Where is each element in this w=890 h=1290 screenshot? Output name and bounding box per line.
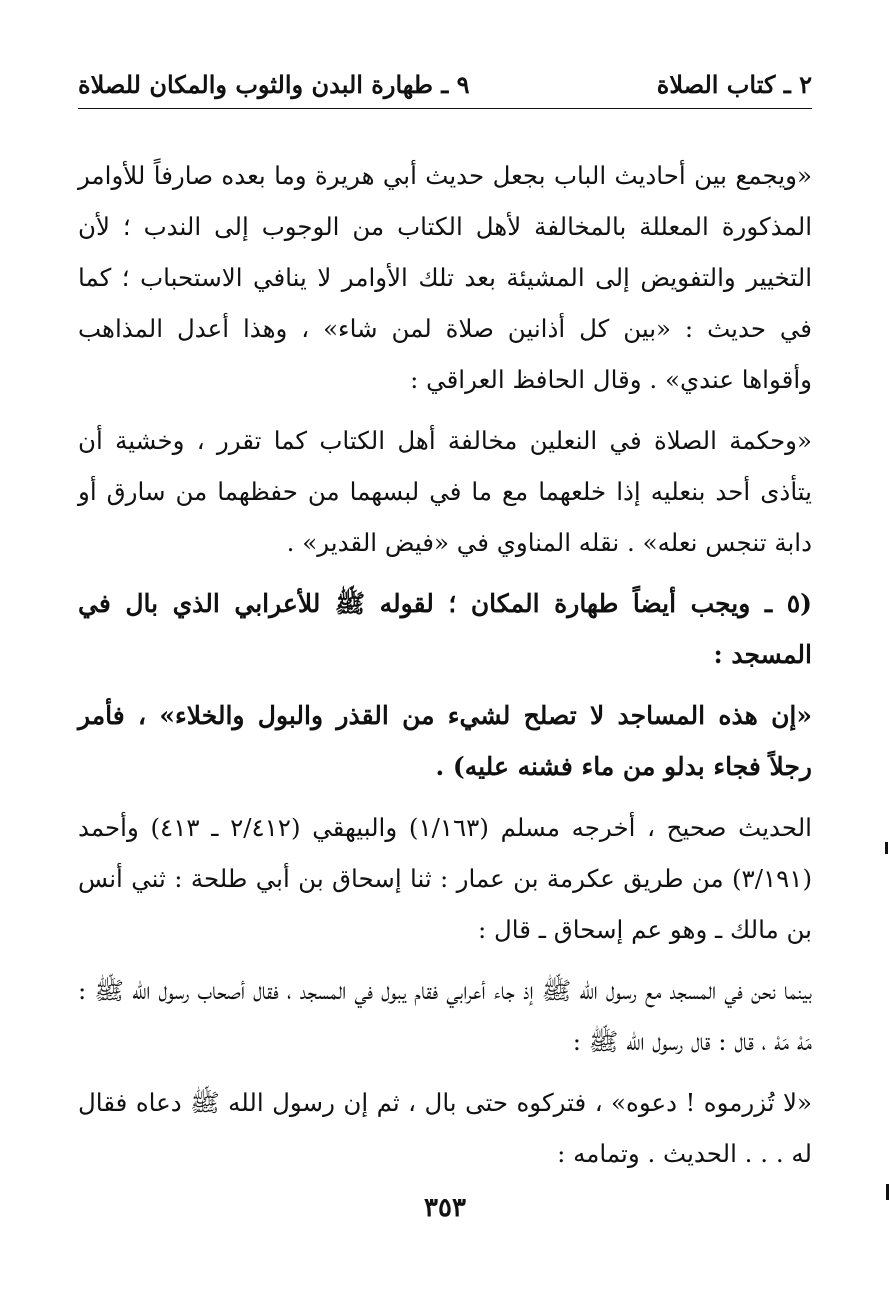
header-section: ٩ ـ طهارة البدن والثوب والمكان للصلاة — [78, 70, 470, 100]
paragraph-7: «لا تُزرموه ! دعوه» ، فتركوه حتى بال ، ثم إن رسول الله ﷺ دعاه فقال له . . . الحديث . وتمامه : — [78, 1088, 812, 1168]
paragraph-4-bold: «إن هذه المساجد لا تصلح لشيء من القذر والبول والخلاء» ، فأمر رجلاً فجاء بدلو من ماء فشنه عليه) . — [78, 701, 812, 781]
header-chapter: ٢ ـ كتاب الصلاة — [656, 70, 812, 100]
scan-mark — [886, 1184, 889, 1200]
paragraph-3-bold: (٥ ـ ويجب أيضاً طهارة المكان ؛ لقوله ﷺ للأعرابي الذي بال في المسجد : — [78, 589, 812, 669]
running-header — [78, 60, 812, 100]
paragraph-1: «ويجمع بين أحاديث الباب بجعل حديث أبي هريرة وما بعده صارفاً للأوامر المذكورة المعللة بالمخالفة لأهل الكتاب من الوجوب إلى الندب ؛ لأن التخيير والتفويض إلى المشيئة بعد تلك الأوامر لا ينافي الاستحباب ؛ كما في حديث : «بين كل أذانين صلاة لمن شاء» ، وهذا أعدل المذاهب وأقواها عندي» . وقال الحافظ العراقي : — [78, 161, 812, 394]
paragraph-6: بينما نحن في المسجد مع رسول الله ﷺ إذ جاء أعرابي فقام يبول في المسجد ، فقال أصحاب رسول الله ﷺ : مَهْ مَهْ ، قال : قال رسول الله ﷺ : — [78, 976, 812, 1056]
page-number: ٣٥٣ — [424, 1193, 466, 1223]
scan-mark — [885, 842, 888, 854]
paragraph-5: الحديث صحيح ، أخرجه مسلم (١/١٦٣) والبيهقي (٢/٤١٢ ـ ٤١٣) وأحمد (٣/١٩١) من طريق عكرمة بن عمار : ثنا إسحاق بن أبي طلحة : ثني أنس بن مالك ـ وهو عم إسحاق ـ قال : — [78, 813, 812, 944]
paragraph-2: «وحكمة الصلاة في النعلين مخالفة أهل الكتاب كما تقرر ، وخشية أن يتأذى أحد بنعليه إذا خلعهما مع ما في لبسهما من حفظهما من سارق أو دابة تنجس نعله» . نقله المناوي في «فيض القدير» . — [78, 426, 812, 557]
header-rule — [78, 108, 812, 109]
body-text — [78, 150, 812, 1189]
